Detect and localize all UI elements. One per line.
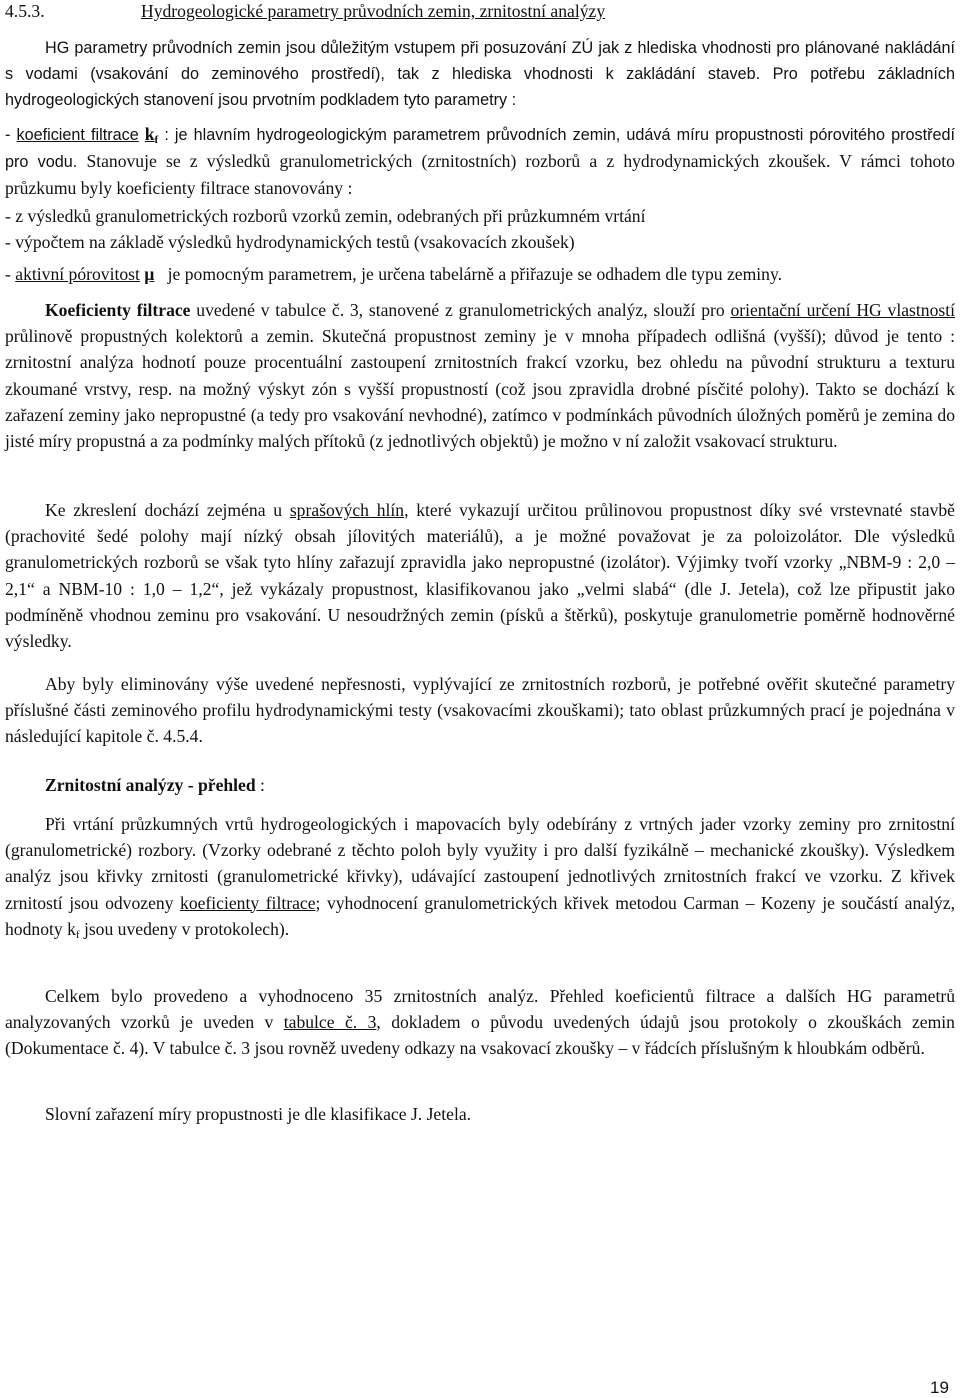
kf-subscript: f xyxy=(75,928,80,941)
bullet-dash: - xyxy=(5,126,17,144)
page-number: 19 xyxy=(930,1378,949,1397)
paragraph-text: uvedené v tabulce č. 3, stanovené z granulometrických analýz, slouží pro xyxy=(190,300,731,320)
paragraph-lead-term: Koeficienty filtrace xyxy=(45,300,191,320)
paragraph-text: , dokladem o původu uvedených údajů jsou protokoly o zkouškách zemin (Dokumentace č. 4). V tabulce č. 3 jsou rovněž uvedeny odkazy na vsakovací zkoušky – v řádcích příslušným k hloubkám odběrů. xyxy=(5,1012,955,1059)
paragraph-loess-loams xyxy=(5,497,955,654)
kf-method-intro: V rámci tohoto průzkumu byly koeficienty filtrace stanovovány : xyxy=(5,151,955,199)
table-reference: tabulce č. 3 xyxy=(283,1012,377,1033)
subsection-heading xyxy=(45,772,645,798)
underlined-phrase: sprašových hlín xyxy=(289,500,405,520)
paragraph-text: průlinově propustných kolektorů a zemin. Skutečná propustnost zeminy je v mnoha případech odlišná (vyšší); důvod je tento : zrnitostní analýza hodnotí pouze procentuální zastoupení zrnitostních frakcí vzorku, bez ohledu na původní strukturu a texturu zkoumané vrstvy, resp. na možný výskyt zón s vyšší propustností (což jsou zpravidla drobné písčité polohy). Takto se dochází k zařazení zeminy jako nepropustné (a tedy pro vsakování nevhodné), zatímco v podmínkách původních úložných poměrů je zemina do jisté míry propustná a za podmínky malých přítoků (z jednotlivých objektů) je možno v ní založit vsakovací strukturu. xyxy=(5,326,955,452)
intro-paragraph xyxy=(5,35,955,114)
paragraph-drilling-samples xyxy=(5,811,955,942)
porosity-description: je pomocným parametrem, je určena tabelárně a přiřazuje se odhadem dle typu zeminy. xyxy=(167,264,783,284)
subsection-title-suffix: : xyxy=(255,775,265,795)
paragraph-classification: Slovní zařazení míry propustnosti je dle klasifikace J. Jetela. xyxy=(45,1104,472,1124)
kf-description: : je hlavním hydrogeologickým parametrem průvodních zemin, udává míru propustnosti pórovitého prostředí pro vodu. xyxy=(5,126,956,172)
paragraph-text: Celkem bylo provedeno a vyhodnoceno 35 zrnitostních analýz. Přehled koeficientů filtrace a dalších HG parametrů analyzovaných vzorků je uveden v xyxy=(5,986,955,1033)
list-item-porosity xyxy=(5,261,955,287)
section-title: Hydrogeologické parametry průvodních zemin, zrnitostní analýzy xyxy=(141,1,606,21)
list-item-granulometry: - z výsledků granulometrických rozborů vzorků zemin, odebraných při průzkumném vrtání xyxy=(5,206,646,226)
intro-line-2: Pro potřebu základních hydrogeologických stanovení jsou prvotním podkladem tyto parametry : xyxy=(5,65,956,110)
kf-symbol-letter: k xyxy=(144,124,155,144)
paragraph-text: jsou uvedeny v protokolech). xyxy=(79,918,290,939)
porosity-symbol: µ xyxy=(144,264,155,284)
porosity-term: aktivní pórovitost xyxy=(15,264,140,284)
subsection-title: Zrnitostní analýzy - přehled xyxy=(45,775,256,795)
underlined-phrase: koeficienty filtrace xyxy=(180,892,316,913)
paragraph-text: , které vykazují určitou průlinovou propustnost díky své vrstevnaté stavbě (prachovité šedé polohy mají nízký obsah jílovitých materiálů), a je možné považovat je za poloizolátor. Dle výsledků granulometrických rozborů se však tyto hlíny zařazují zpravidla jako nepropustné (izolátor). Výjimky tvoří vzorky „NBM-9 : 2,0 – 2,1“ a NBM-10 : 1,0 – 1,2“, jež vykázaly propustnost, klasifikovanou jako „velmi slabá“ (dle J. Jetela), což lze připustit jako podmíněně vhodnou zeminu pro vsakování. U nesoudržných zemin (písků a štěrků), poskytuje granulometrie poměrně hodnověrné výsledky. xyxy=(5,500,955,652)
section-heading xyxy=(5,0,955,24)
bullet-dash: - xyxy=(5,264,16,284)
kf-determination: Stanovuje se z výsledků granulometrických (zrnitostních) rozborů a z hydrodynamických zkoušek. xyxy=(86,151,831,172)
kf-symbol xyxy=(145,124,158,144)
kf-definition-paragraph xyxy=(5,121,955,202)
section-number: 4.5.3. xyxy=(5,1,45,21)
paragraph-text: Při vrtání průzkumných vrtů hydrogeologických i mapovacích byly odebírány z vrtných jader vzorky zeminy pro zrnitostní (granulometrické) rozbory. (Vzorky odebrané z těchto poloh byly využity i pro další fyzikálně – mechanické zkoušky). Výsledkem analýz jsou křivky zrnitosti (granulometrické křivky), udávající zastoupení jednotlivých zrnitostních frakcí ve vzorku. Z křivek zrnitostí jsou odvozeny xyxy=(5,814,955,913)
paragraph-text: ; vyhodnocení granulometrických křivek metodou Carman – Kozeny je součástí analýz, hodnoty k xyxy=(5,892,955,939)
intro-line-1: HG parametry průvodních zemin jsou důležitým vstupem při posuzování ZÚ jak z hlediska vhodnosti pro plánované nakládání s vodami (vsakování do zeminového prostředí), tak z hlediska vhodnosti k zakládání staveb. xyxy=(5,39,955,84)
kf-symbol-subscript: f xyxy=(154,134,159,146)
paragraph-text: Ke zkreslení dochází zejména u xyxy=(45,500,290,520)
paragraph-filtration-coefficients xyxy=(5,297,955,454)
underlined-phrase: orientační určení HG vlastností xyxy=(730,300,955,320)
kf-term: koeficient filtrace xyxy=(16,126,139,144)
paragraph-analysis-summary xyxy=(5,983,955,1062)
list-item-hydrodynamic: - výpočtem na základě výsledků hydrodynamických testů (vsakovacích zkoušek) xyxy=(5,232,575,252)
paragraph-elimination: Aby byly eliminovány výše uvedené nepřesnosti, vyplývající ze zrnitostních rozborů, je potřebné ověřit skutečné parametry příslušné části zeminového profilu hydrodynamickými testy (vsakovacími zkouškami); tato oblast průzkumných prací je pojednána v následující kapitole č. 4.5.4. xyxy=(5,674,955,747)
